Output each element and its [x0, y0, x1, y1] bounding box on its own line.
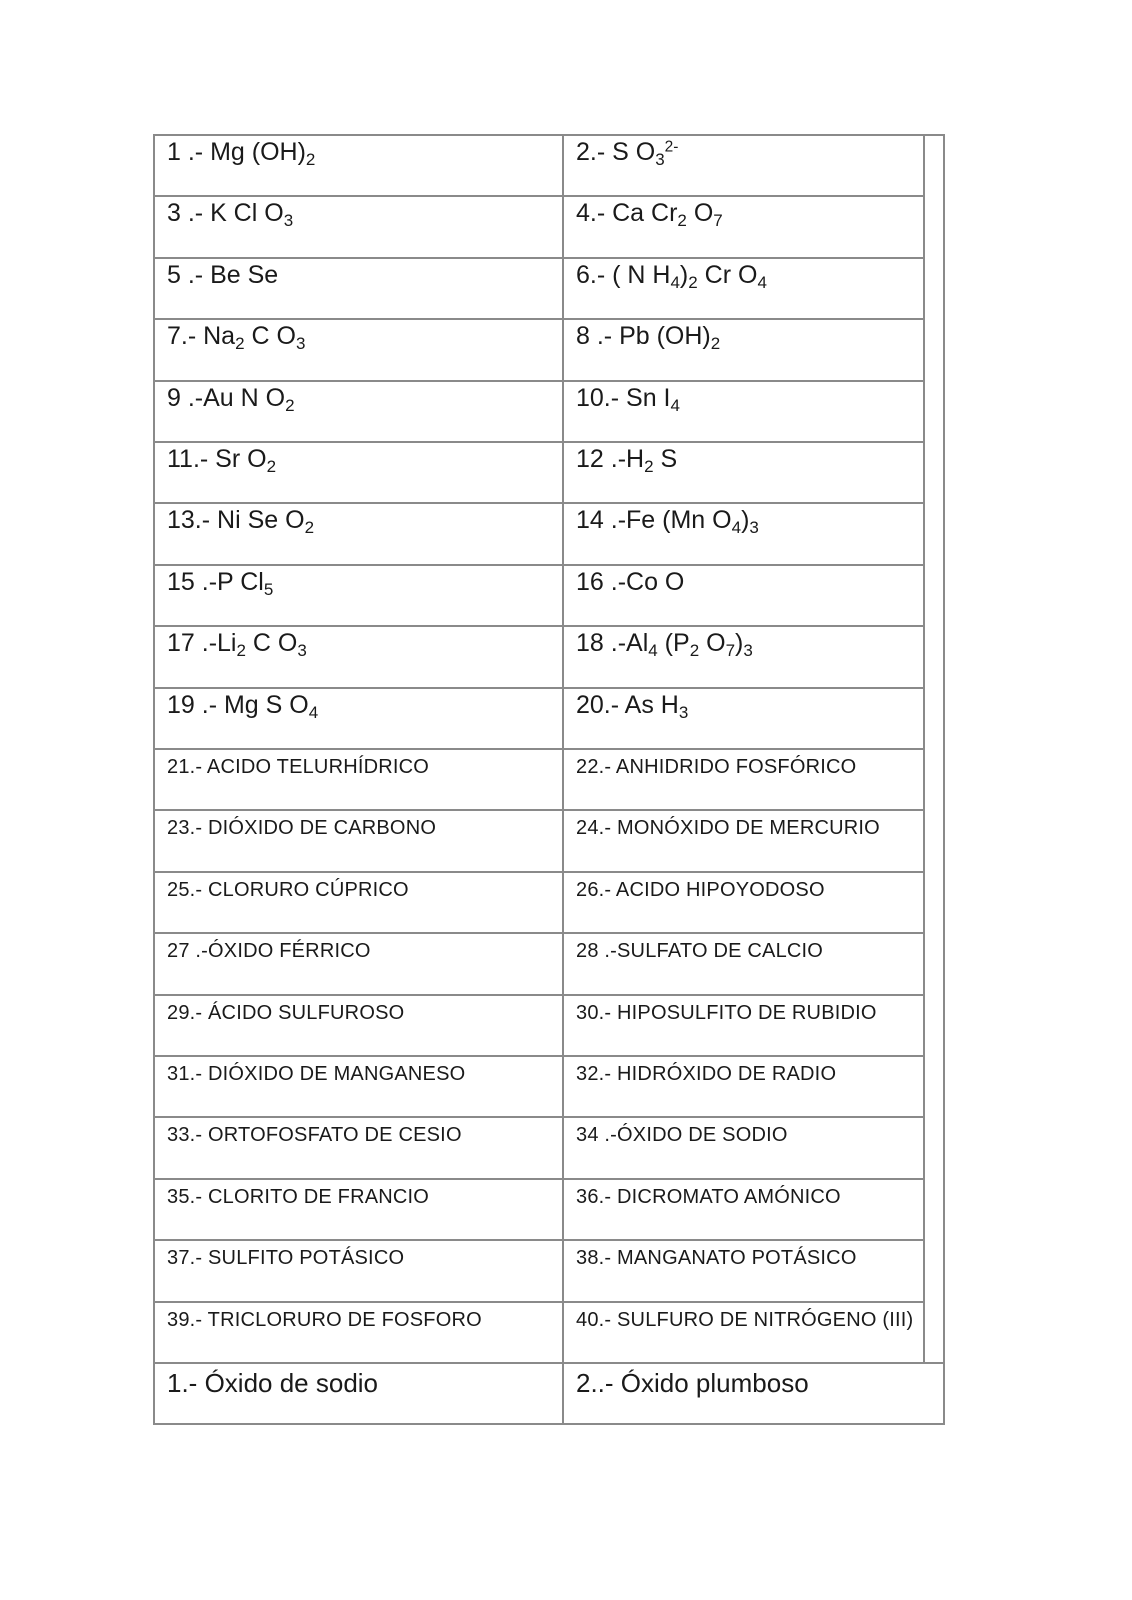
formula-part: 11.- Sr O [167, 445, 267, 473]
formula-cell [564, 197, 923, 256]
formula-part: O [699, 629, 726, 657]
formula-part: 7 [725, 640, 736, 660]
formula-part: 3 .- K Cl O [167, 199, 284, 227]
formula-cell [155, 504, 562, 563]
compound-name-cell: 35.- CLORITO DE FRANCIO [167, 1186, 430, 1208]
formula-part: 2 [644, 456, 654, 476]
formula-part: 4 [670, 272, 680, 292]
formula-cell [564, 566, 923, 625]
compound-name-cell: 37.- SULFITO POTÁSICO [167, 1247, 405, 1269]
compound-name-cell: 25.- CLORURO CÚPRICO [167, 879, 409, 901]
formula-part: 17 .-Li [167, 629, 237, 657]
formula-part: 1 .- Mg (OH) [167, 138, 306, 166]
compound-name-cell: 28 .-SULFATO DE CALCIO [576, 940, 824, 962]
formula-part: ) [679, 261, 689, 289]
compound-name-cell: 31.- DIÓXIDO DE MANGANESO [167, 1063, 466, 1085]
compound-name-cell: 38.- MANGANATO POTÁSICO [576, 1247, 857, 1269]
formula-part: C O [245, 629, 298, 657]
formula-part: 4 [308, 702, 319, 722]
formula-part: 2 [285, 395, 295, 415]
compound-name-cell: 39.- TRICLORURO DE FOSFORO [167, 1309, 482, 1331]
formula-part: 2 [304, 517, 315, 537]
formula-cell [564, 136, 923, 195]
formula-part: 9 .-Au N O [167, 384, 286, 412]
table-inner-right-border [923, 134, 925, 1362]
compound-name-cell: 22.- ANHIDRIDO FOSFÓRICO [576, 756, 857, 778]
formula-part: O [686, 199, 714, 227]
compound-name-cell: 24.- MONÓXIDO DE MERCURIO [576, 817, 880, 839]
compound-name-cell: 32.- HIDRÓXIDO DE RADIO [576, 1063, 837, 1085]
formula-part: 4 [648, 640, 658, 660]
formula-part: 2 [677, 210, 687, 230]
formula-cell [155, 443, 562, 502]
formula-part: 3 [295, 333, 306, 353]
formula-part: 3 [655, 149, 665, 169]
formula-cell [155, 382, 562, 441]
compound-name-cell: 34 .-ÓXIDO DE SODIO [576, 1124, 788, 1146]
formula-cell [564, 320, 923, 379]
formula-part: Cr O [697, 261, 758, 289]
formula-part: 18 .-Al [576, 629, 649, 657]
compound-name-cell: 23.- DIÓXIDO DE CARBONO [167, 817, 437, 839]
formula-part: 4.- Ca Cr [576, 199, 678, 227]
formula-part: (P [657, 629, 690, 657]
formula-cell [564, 504, 923, 563]
compound-name-cell: 26.- ACIDO HIPOYODOSO [576, 879, 825, 901]
formula-part: C O [244, 322, 296, 350]
formula-part: 3 [297, 640, 307, 660]
final-name-cell: 1.- Óxido de sodio [167, 1368, 379, 1398]
formula-cell [155, 136, 562, 195]
formula-part: 4 [757, 272, 767, 292]
formula-part: 13.- Ni Se O [167, 506, 305, 534]
formula-part: 2 [710, 333, 721, 353]
formula-part: 3 [678, 702, 689, 722]
formula-cell [564, 259, 923, 318]
formula-cell [564, 627, 923, 686]
formula-part: 2 [305, 149, 316, 169]
formula-part: 15 .-P Cl [167, 568, 264, 596]
formula-part: 5 [263, 579, 274, 599]
formula-part: 19 .- Mg S O [167, 691, 309, 719]
final-name-cell: 2..- Óxido plumboso [576, 1368, 809, 1398]
formula-part: 14 .-Fe (Mn O [576, 506, 732, 534]
compound-name-cell: 27 .-ÓXIDO FÉRRICO [167, 940, 371, 962]
formula-cell [155, 627, 562, 686]
exercise-table [153, 134, 967, 1462]
formula-part: 2 [689, 640, 700, 660]
formula-cell [155, 197, 562, 256]
formula-part: ) [735, 629, 744, 657]
formula-cell [155, 320, 562, 379]
compound-name-cell: 36.- DICROMATO AMÓNICO [576, 1186, 841, 1208]
formula-cell [155, 259, 562, 318]
formula-part: 4 [731, 517, 742, 537]
formula-part: 5 .- Be Se [167, 261, 279, 289]
formula-cell [564, 689, 923, 748]
compound-name-cell: 21.- ACIDO TELURHÍDRICO [167, 756, 430, 778]
formula-part: 12 .-H [576, 445, 645, 473]
formula-part: 2 [688, 272, 698, 292]
table-right-border [943, 134, 945, 1425]
formula-part: 2 [235, 333, 245, 353]
formula-part: 20.- As H [576, 691, 679, 719]
formula-part: 16 .-Co O [576, 568, 685, 596]
compound-name-cell: 30.- HIPOSULFITO DE RUBIDIO [576, 1002, 877, 1024]
formula-part: 8 .- Pb (OH) [576, 322, 711, 350]
formula-part: 3 [749, 517, 759, 537]
formula-part: 3 [743, 640, 753, 660]
formula-part: 2 [266, 456, 277, 476]
formula-part: 4 [670, 395, 680, 415]
formula-cell [564, 443, 923, 502]
formula-part: 2.- S O [576, 138, 656, 166]
formula-part: ) [741, 506, 750, 534]
formula-part: 3 [283, 210, 294, 230]
compound-name-cell: 33.- ORTOFOSFATO DE CESIO [167, 1124, 462, 1146]
compound-name-cell: 40.- SULFURO DE NITRÓGENO (III) [576, 1309, 914, 1331]
formula-part: 6.- ( N H [576, 261, 671, 289]
formula-cell [564, 382, 923, 441]
formula-part: 2 [236, 640, 246, 660]
formula-part: 2- [664, 138, 679, 156]
formula-part: 7.- Na [167, 322, 236, 350]
formula-part: 7 [713, 210, 723, 230]
formula-part: S [653, 445, 678, 473]
formula-cell [155, 689, 562, 748]
formula-part: 10.- Sn I [576, 384, 671, 412]
compound-name-cell: 29.- ÁCIDO SULFUROSO [167, 1002, 405, 1024]
formula-cell [155, 566, 562, 625]
